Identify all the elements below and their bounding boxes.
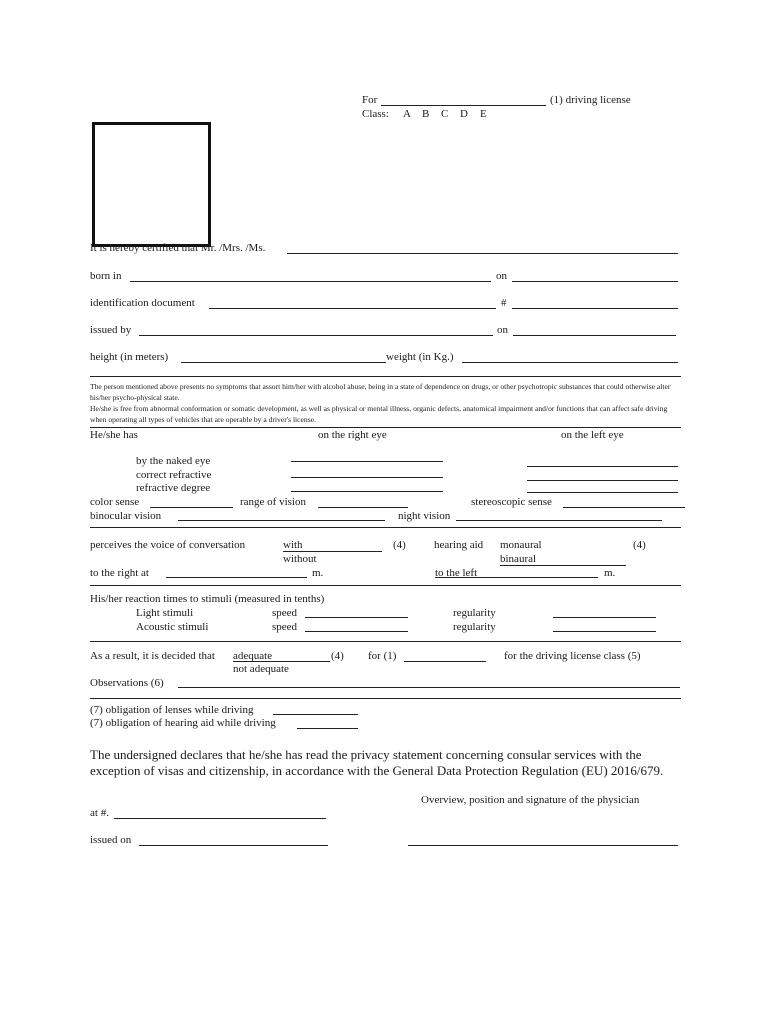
id-number-label: # <box>501 297 507 309</box>
without-option[interactable]: without <box>283 553 317 565</box>
light-speed-field[interactable] <box>305 617 408 618</box>
id-document-label: identification document <box>90 297 195 309</box>
refractive-degree-label: refractive degree <box>136 482 211 494</box>
birth-on-label: on <box>496 270 507 282</box>
license-type-field[interactable] <box>381 105 546 106</box>
range-of-vision-label: range of vision <box>240 496 306 508</box>
lenses-obligation-field[interactable] <box>273 714 358 715</box>
weight-label: weight (in Kg.) <box>386 351 454 363</box>
correct-refractive-left-field[interactable] <box>527 480 678 481</box>
lenses-obligation-label: (7) obligation of lenses while driving <box>90 704 254 716</box>
adequate-note-4: (4) <box>331 650 344 662</box>
night-vision-field[interactable] <box>456 520 662 521</box>
light-regularity-label: regularity <box>453 607 496 619</box>
not-adequate-option[interactable]: not adequate <box>233 663 289 675</box>
physician-signature-label: Overview, position and signature of the physician <box>421 794 640 806</box>
observations-label: Observations (6) <box>90 677 164 689</box>
hearing-left-unit: m. <box>604 567 616 579</box>
divider <box>90 585 681 586</box>
issued-on-sign-label: issued on <box>90 834 132 846</box>
hearing-right-field[interactable] <box>166 577 307 578</box>
certified-label: It is hereby certified that Mr. /Mrs. /Ms. <box>90 242 266 254</box>
binocular-vision-label: binocular vision <box>90 510 162 522</box>
driving-license-label: (1) driving license <box>550 94 631 106</box>
acoustic-stimuli-label: Acoustic stimuli <box>136 621 209 633</box>
refractive-degree-right-field[interactable] <box>291 491 443 492</box>
for-1-field[interactable] <box>404 661 486 662</box>
hearing-aid-obligation-label: (7) obligation of hearing aid while driving <box>90 717 276 729</box>
issued-by-field[interactable] <box>139 335 493 336</box>
range-of-vision-field[interactable] <box>318 507 408 508</box>
divider <box>90 698 681 699</box>
hearing-aid-label: hearing aid <box>434 539 484 551</box>
monaural-option[interactable]: monaural <box>500 539 542 551</box>
birth-date-field[interactable] <box>512 281 678 282</box>
acoustic-speed-label: speed <box>272 621 298 633</box>
privacy-declaration: The undersigned declares that he/she has read the privacy statement concerning consular services with the exception of visas and citizenship, in accordance with the General Data Protection Regulation (EU) 2016/679. <box>90 747 664 778</box>
light-speed-label: speed <box>272 607 298 619</box>
id-number-field[interactable] <box>512 308 678 309</box>
divider <box>90 376 681 377</box>
correct-refractive-right-field[interactable] <box>291 477 443 478</box>
adequate-option[interactable]: adequate <box>233 650 273 662</box>
correct-refractive-label: correct refractive <box>136 469 212 481</box>
binaural-option[interactable]: binaural <box>500 553 537 565</box>
class-option-d[interactable]: D <box>460 108 468 120</box>
observations-field[interactable] <box>178 687 680 688</box>
acoustic-regularity-field[interactable] <box>553 631 656 632</box>
divider <box>90 527 681 528</box>
id-document-field[interactable] <box>209 308 496 309</box>
hearing-left-label: to the left <box>435 567 478 579</box>
height-field[interactable] <box>181 362 386 363</box>
statement-conformation: He/she is free from abnormal conformation or somatic development, as well as physical or mental illness, organic defects, anatomical impairment and/or functions that can affect safe driving when operating all types of vehicles that are operable by a driver's license. <box>90 404 668 424</box>
birthplace-field[interactable] <box>130 281 491 282</box>
weight-field[interactable] <box>462 362 678 363</box>
hearing-aid-obligation-field[interactable] <box>297 728 358 729</box>
statement-substances: The person mentioned above presents no symptoms that assort him/her with alcohol abuse, being in a state of dependence on drugs, or other psychotropic substances that could otherwise alter his/her psycho-physical state. <box>90 382 671 402</box>
issued-on-label: on <box>497 324 508 336</box>
issued-by-label: issued by <box>90 324 132 336</box>
class-label: Class: <box>362 108 389 120</box>
issue-date-field[interactable] <box>513 335 676 336</box>
hearing-left-field[interactable] <box>435 577 598 578</box>
for-1-label: for (1) <box>368 650 397 662</box>
refractive-degree-left-field[interactable] <box>527 492 678 493</box>
with-option[interactable]: with <box>283 539 303 551</box>
hearing-right-label: to the right at <box>90 567 149 579</box>
reaction-title: His/her reaction times to stimuli (measured in tenths) <box>90 593 325 605</box>
naked-eye-label: by the naked eye <box>136 455 211 467</box>
color-sense-label: color sense <box>90 496 140 508</box>
decided-label: As a result, it is decided that <box>90 650 215 662</box>
physician-signature-field[interactable] <box>408 845 678 846</box>
divider <box>90 427 681 428</box>
with-field[interactable] <box>283 551 382 552</box>
class-option-e[interactable]: E <box>480 108 487 120</box>
acoustic-speed-field[interactable] <box>305 631 408 632</box>
for-label: For <box>362 94 378 106</box>
hearing-aid-note-4: (4) <box>633 539 646 551</box>
perceives-voice-label: perceives the voice of conversation <box>90 539 246 551</box>
license-class-label: for the driving license class (5) <box>504 650 641 662</box>
issued-on-field[interactable] <box>139 845 328 846</box>
color-sense-field[interactable] <box>150 507 233 508</box>
acoustic-regularity-label: regularity <box>453 621 496 633</box>
person-name-field[interactable] <box>287 253 678 254</box>
light-regularity-field[interactable] <box>553 617 656 618</box>
stereoscopic-sense-label: stereoscopic sense <box>471 496 552 508</box>
he-she-has-label: He/she has <box>90 429 138 441</box>
stereoscopic-sense-field[interactable] <box>563 507 685 508</box>
photo-box[interactable] <box>92 122 211 247</box>
light-stimuli-label: Light stimuli <box>136 607 194 619</box>
left-eye-header: on the left eye <box>561 429 624 441</box>
night-vision-label: night vision <box>398 510 451 522</box>
class-option-c[interactable]: C <box>441 108 449 120</box>
height-label: height (in meters) <box>90 351 169 363</box>
at-field[interactable] <box>114 818 326 819</box>
binocular-vision-field[interactable] <box>178 520 385 521</box>
naked-eye-right-field[interactable] <box>291 461 443 462</box>
hearing-right-unit: m. <box>312 567 324 579</box>
binaural-field[interactable] <box>500 565 626 566</box>
voice-note-4: (4) <box>393 539 406 551</box>
divider <box>90 641 681 642</box>
medical-statement <box>90 381 682 425</box>
born-in-label: born in <box>90 270 122 282</box>
right-eye-header: on the right eye <box>318 429 387 441</box>
class-option-a[interactable]: A <box>403 108 411 120</box>
adequate-field[interactable] <box>233 661 330 662</box>
naked-eye-left-field[interactable] <box>527 466 678 467</box>
class-option-b[interactable]: B <box>422 108 430 120</box>
at-label: at #. <box>90 807 109 819</box>
